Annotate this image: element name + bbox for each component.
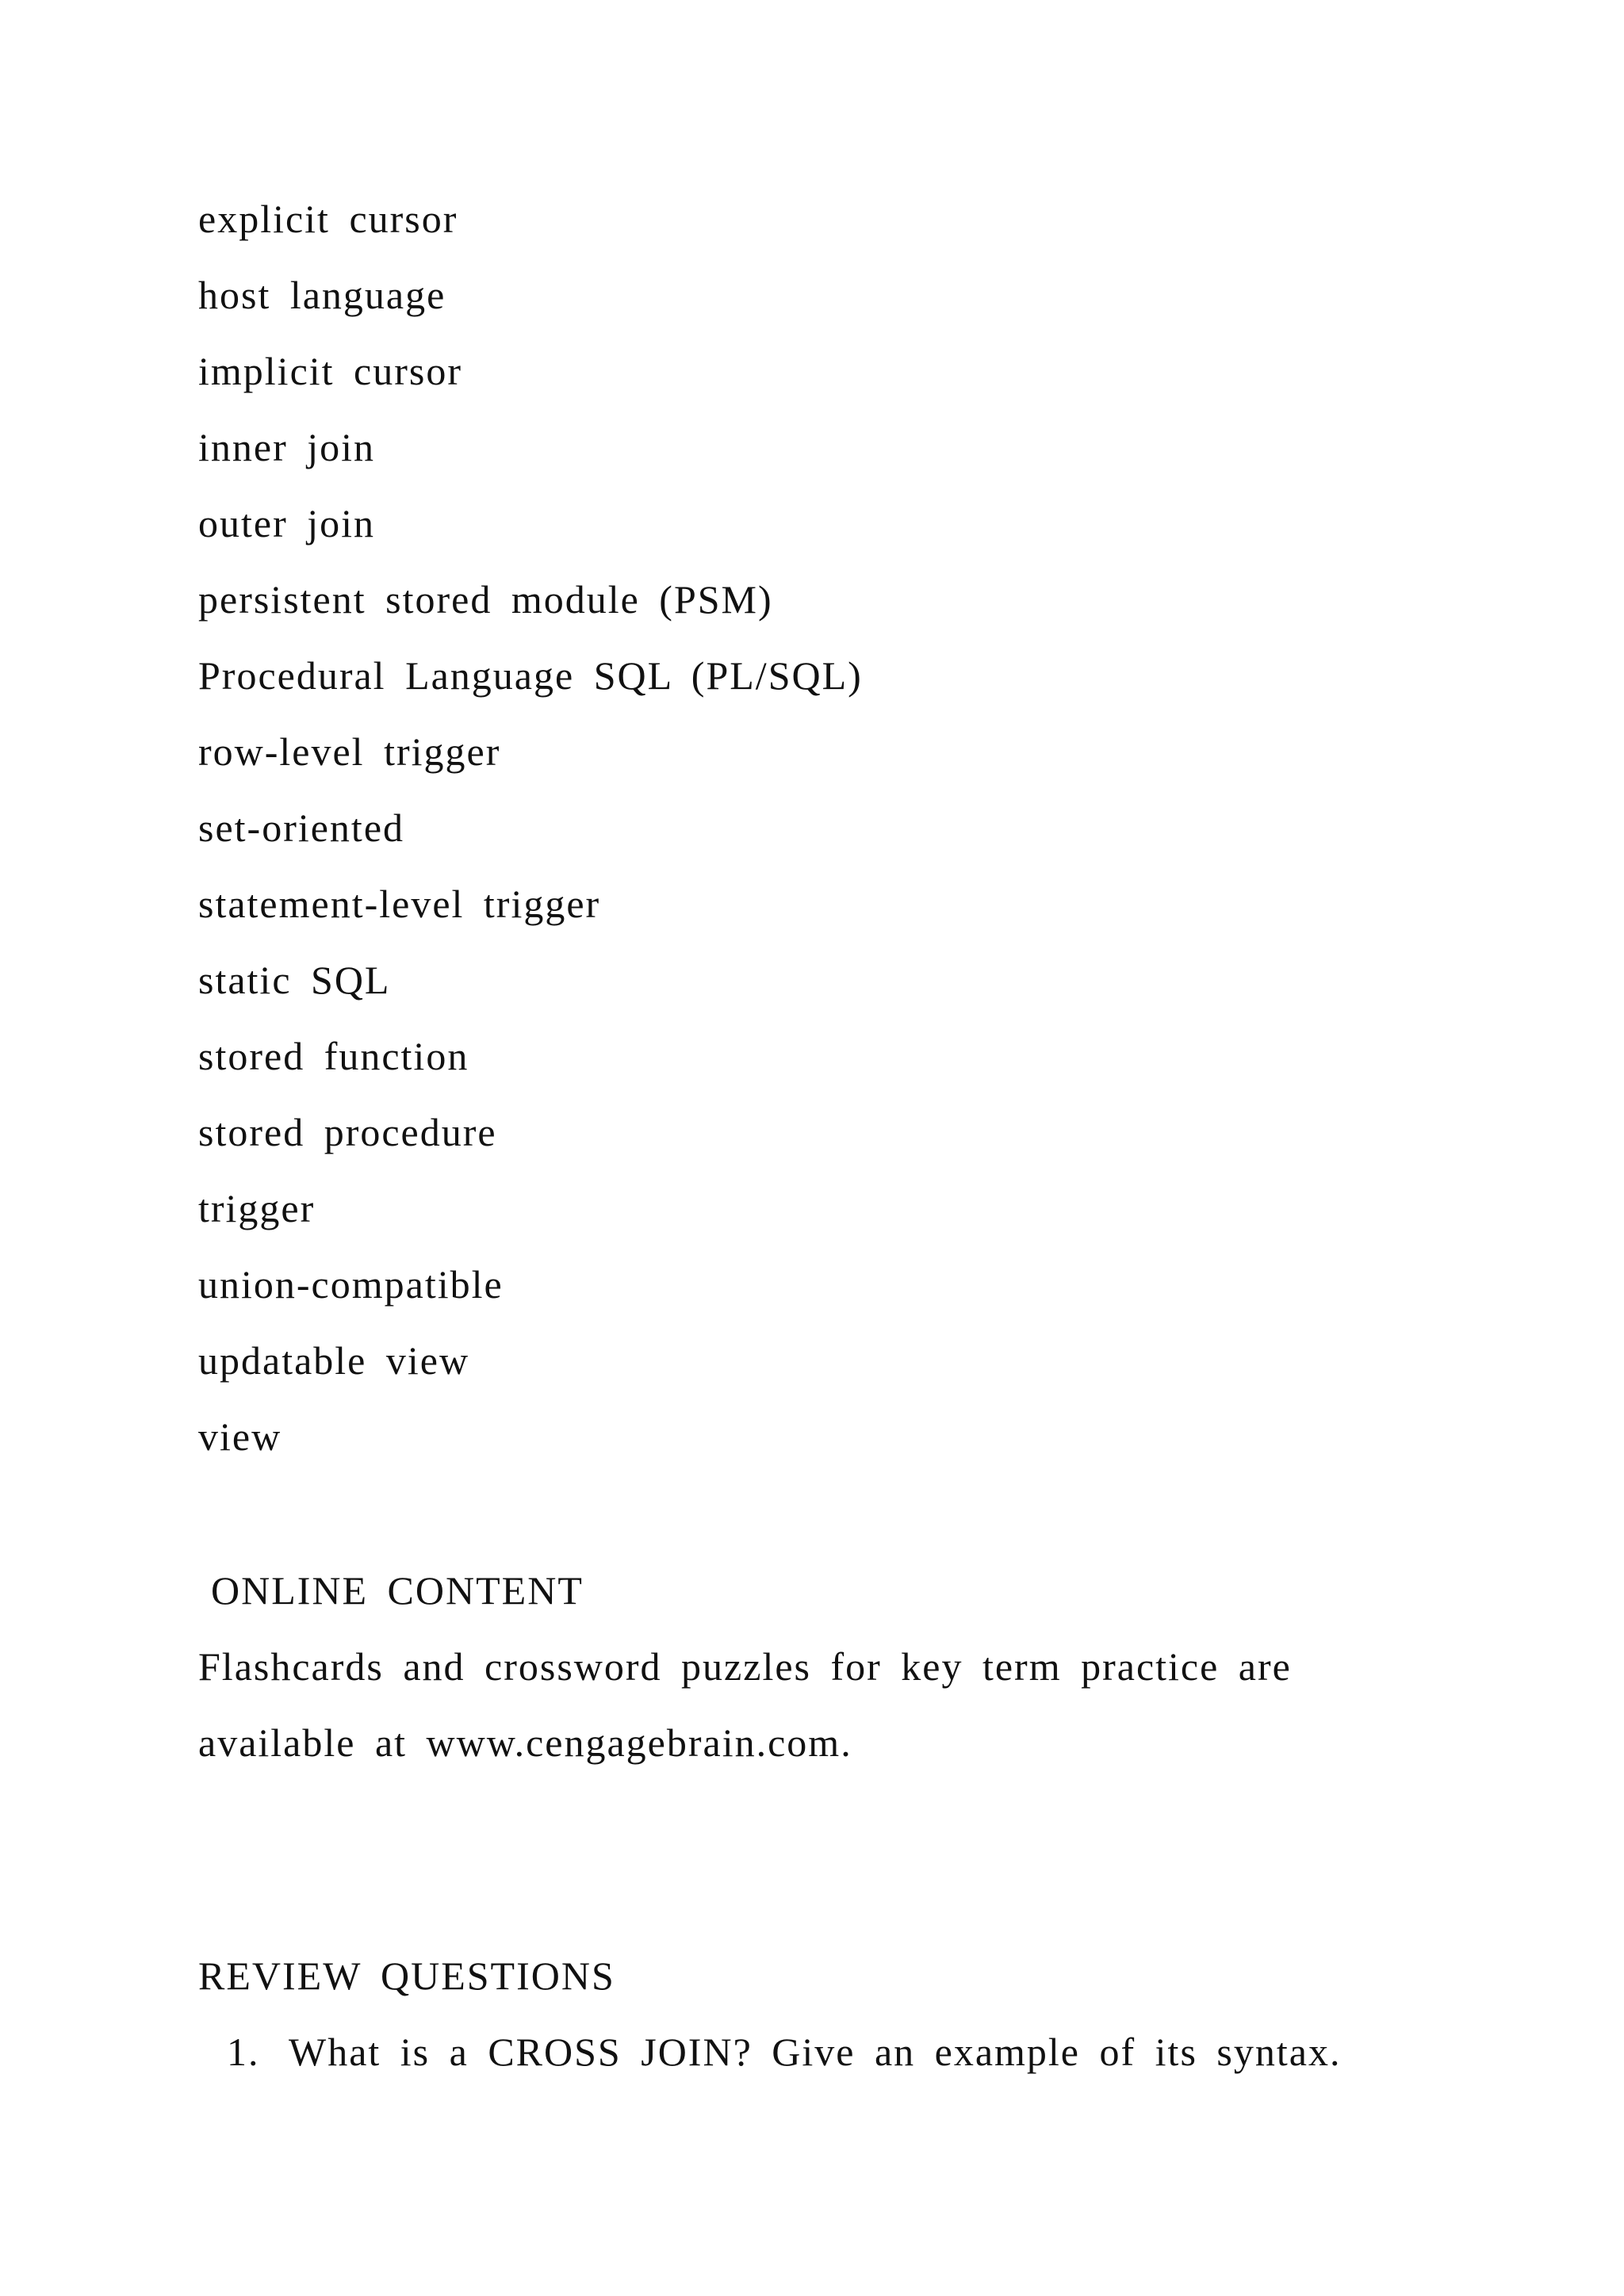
key-term: explicit cursor (198, 197, 458, 241)
question-number: 1. (227, 2030, 260, 2074)
key-term: stored procedure (198, 1110, 497, 1154)
key-term: view (198, 1414, 282, 1459)
key-term: implicit cursor (198, 349, 462, 393)
key-term: static SQL (198, 958, 391, 1002)
key-term: inner join (198, 425, 376, 469)
key-term: outer join (198, 501, 376, 545)
key-term: host language (198, 273, 446, 317)
paragraph-line: Flashcards and crossword puzzles for key term practice are (198, 1644, 1292, 1689)
section-heading: ONLINE CONTENT (211, 1568, 584, 1613)
key-term: union-compatible (198, 1262, 504, 1307)
paragraph-line: available at www.cengagebrain.com. (198, 1720, 852, 1765)
question-text: What is a CROSS JOIN? Give an example of its syntax. (289, 2030, 1342, 2074)
key-term: trigger (198, 1186, 316, 1230)
key-term: set-oriented (198, 806, 405, 850)
key-term: Procedural Language SQL (PL/SQL) (198, 653, 863, 698)
section-heading: REVIEW QUESTIONS (198, 1954, 615, 1998)
question-item (227, 2028, 1341, 2076)
key-term: persistent stored module (PSM) (198, 577, 773, 622)
key-term: stored function (198, 1034, 469, 1078)
key-term: row-level trigger (198, 729, 501, 774)
key-term: statement-level trigger (198, 882, 601, 926)
key-term: updatable view (198, 1338, 470, 1383)
